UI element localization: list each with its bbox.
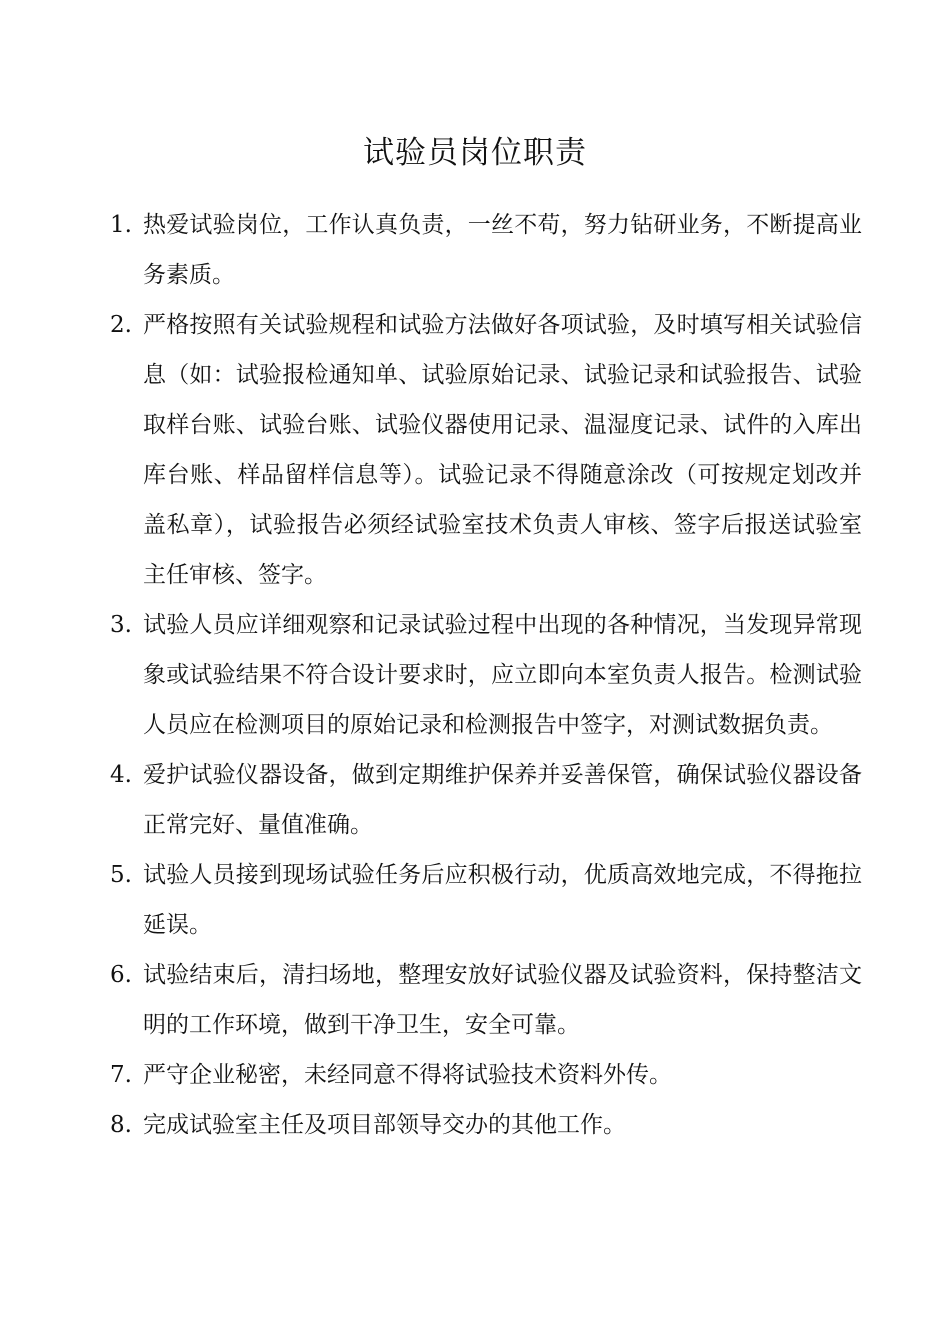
list-item-4 xyxy=(110,750,862,850)
item-text: 严守企业秘密，未经同意不得将试验技术资料外传。 xyxy=(143,1062,672,1088)
item-text: 爱护试验仪器设备，做到定期维护保养并妥善保管，确保试验仪器设备正常完好、量值准确。 xyxy=(143,762,862,838)
item-number: 3. xyxy=(110,612,132,638)
list-item-8 xyxy=(110,1100,862,1150)
item-text: 试验结束后，清扫场地，整理安放好试验仪器及试验资料，保持整洁文明的工作环境，做到干净卫生，安全可靠。 xyxy=(143,962,862,1038)
item-number: 4. xyxy=(110,762,132,788)
item-number: 2. xyxy=(110,312,132,338)
duty-list xyxy=(110,200,862,1150)
item-number: 6. xyxy=(110,962,132,988)
item-number: 1. xyxy=(110,212,132,238)
item-number: 5. xyxy=(110,862,132,888)
item-number: 7. xyxy=(110,1062,132,1088)
list-item-2 xyxy=(110,300,862,600)
list-item-3 xyxy=(110,600,862,750)
item-text: 完成试验室主任及项目部领导交办的其他工作。 xyxy=(143,1112,626,1138)
item-number: 8. xyxy=(110,1112,132,1138)
list-item-6 xyxy=(110,950,862,1050)
list-item-1 xyxy=(110,200,862,300)
item-text: 试验人员应详细观察和记录试验过程中出现的各种情况，当发现异常现象或试验结果不符合设计要求时，应立即向本室负责人报告。检测试验人员应在检测项目的原始记录和检测报告中签字，对测试数据负责。 xyxy=(143,612,862,738)
item-text: 试验人员接到现场试验任务后应积极行动，优质高效地完成，不得拖拉延误。 xyxy=(143,862,862,938)
list-item-7 xyxy=(110,1050,862,1100)
list-item-5 xyxy=(110,850,862,950)
item-text: 严格按照有关试验规程和试验方法做好各项试验，及时填写相关试验信息（如：试验报检通知单、试验原始记录、试验记录和试验报告、试验取样台账、试验台账、试验仪器使用记录、温湿度记录、试件的入库出库台账、样品留样信息等）。试验记录不得随意涂改（可按规定划改并盖私章），试验报告必须经试验室技术负责人审核、签字后报送试验室主任审核、签字。 xyxy=(143,312,862,588)
item-text: 热爱试验岗位，工作认真负责，一丝不苟，努力钻研业务，不断提高业务素质。 xyxy=(143,212,862,288)
page-title: 试验员岗位职责 xyxy=(363,134,587,171)
